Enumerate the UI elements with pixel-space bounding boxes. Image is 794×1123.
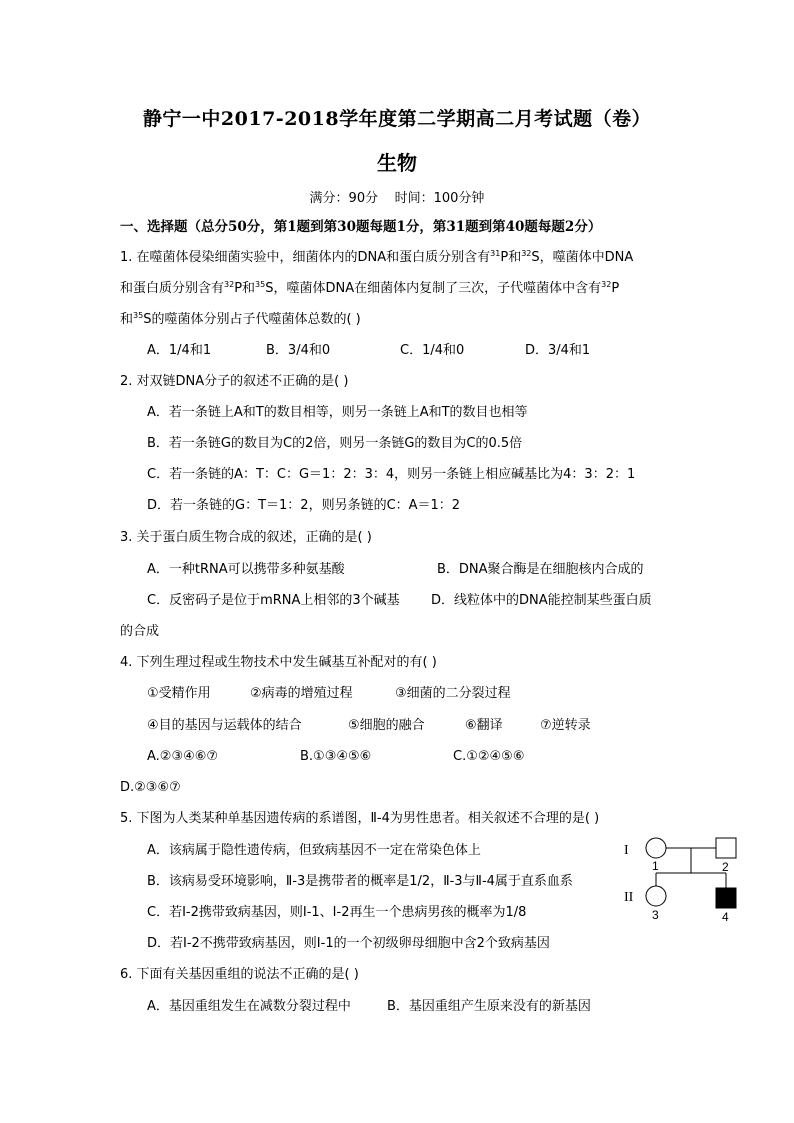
q1-line1 — [120, 249, 633, 267]
q2-option-b: B．若一条链G的数目为C的2倍，则另一条链G的数目为C的0.5倍 — [147, 436, 523, 451]
female-unaffected-ii3 — [646, 886, 666, 906]
q3-option-a: A．一种tRNA可以携带多种氨基酸 — [147, 562, 345, 577]
q5-option-d: D．若Ⅰ-2不携带致病基因，则Ⅰ-1的一个初级卵母细胞中含2个致病基因 — [147, 936, 550, 951]
q4-item-2: ②病毒的增殖过程 — [250, 686, 353, 701]
q3-option-b: B．DNA聚合酶是在细胞核内合成的 — [437, 562, 644, 577]
q1-sup2: 32 — [521, 249, 532, 258]
q3-continuation: 的合成 — [120, 624, 160, 639]
exam-title: 静宁一中2017-2018学年度第二学期高二月考试题（卷） — [142, 108, 652, 130]
q3-stem: 3. 关于蛋白质生物合成的叙述，正确的是( ) — [120, 530, 372, 545]
q1-sup6: 35 — [133, 311, 144, 320]
q1-line3-a: 和 — [120, 312, 134, 327]
q4-option-a: A.②③④⑥⑦ — [147, 749, 219, 764]
q1-option-c: C．1/4和0 — [400, 343, 465, 358]
individual-number-1: 1 — [652, 859, 659, 873]
q1-line1-c: S，噬菌体中DNA — [531, 250, 634, 265]
q4-option-d: D.②③⑥⑦ — [120, 780, 181, 795]
q2-stem: 2. 对双链DNA分子的叙述不正确的是( ) — [120, 374, 349, 389]
individual-number-2: 2 — [722, 860, 729, 874]
section-heading: 一、选择题（总分50分，第1题到第30题每题1分，第31题到第40题每题2分） — [120, 219, 602, 235]
individual-number-4: 4 — [722, 910, 729, 924]
generation-label-1: I — [624, 843, 629, 858]
q4-item-5: ⑤细胞的融合 — [348, 718, 425, 733]
exam-subject: 生物 — [377, 151, 417, 175]
female-unaffected-i1 — [646, 838, 666, 858]
q4-option-c: C.①②④⑤⑥ — [453, 749, 525, 764]
pedigree-chart — [616, 826, 766, 926]
q4-option-b: B.①③④⑤⑥ — [300, 749, 372, 764]
q1-line3 — [120, 311, 361, 329]
q4-item-4: ④目的基因与运载体的结合 — [147, 718, 302, 733]
q5-option-c: C．若Ⅰ-2携带致病基因，则Ⅰ-1、Ⅰ-2再生一个患病男孩的概率为1/8 — [147, 905, 527, 920]
q1-sup4: 35 — [255, 280, 266, 289]
q1-sup1: 31 — [490, 249, 501, 258]
q1-option-d: D．3/4和1 — [525, 343, 591, 358]
q4-stem: 4. 下列生理过程或生物技术中发生碱基互补配对的有( ) — [120, 655, 437, 670]
exam-meta: 满分：90分 时间：100分钟 — [309, 191, 485, 206]
male-affected-ii4 — [716, 888, 736, 908]
q1-line2-b: P和 — [234, 281, 256, 296]
q4-item-3: ③细菌的二分裂过程 — [395, 686, 511, 701]
q1-line2-a: 和蛋白质分别含有 — [120, 281, 225, 296]
q1-option-a: A．1/4和1 — [147, 343, 212, 358]
q1-line2-d: P — [611, 281, 620, 296]
q1-option-b: B．3/4和0 — [266, 343, 331, 358]
q5-option-a: A．该病属于隐性遗传病，但致病基因不一定在常染色体上 — [147, 843, 481, 858]
q2-option-a: A．若一条链上A和T的数目相等，则另一条链上A和T的数目也相等 — [147, 405, 528, 420]
q4-item-1: ①受精作用 — [147, 686, 211, 701]
q4-item-7: ⑦逆转录 — [540, 718, 591, 733]
q5-stem: 5. 下图为人类某种单基因遗传病的系谱图，Ⅱ-4为男性患者。相关叙述不合理的是( ) — [120, 811, 600, 826]
q1-sup5: 32 — [601, 280, 612, 289]
male-unaffected-i2 — [716, 838, 736, 858]
q1-line2 — [120, 280, 619, 298]
q1-sup3: 32 — [224, 280, 235, 289]
q1-line3-b: S的噬菌体分别占子代噬菌体总数的( ) — [143, 312, 361, 327]
q3-option-d: D．线粒体中的DNA能控制某些蛋白质 — [431, 593, 652, 608]
q1-line1-b: P和 — [500, 250, 522, 265]
generation-label-2: II — [624, 890, 634, 905]
q2-option-c: C．若一条链的A：T：C：G＝1：2：3：4，则另一条链上相应碱基比为4：3：2：1 — [147, 467, 636, 482]
q3-option-c: C．反密码子是位于mRNA上相邻的3个碱基 — [147, 593, 400, 608]
q4-item-6: ⑥翻译 — [465, 718, 503, 733]
q2-option-d: D．若一条链的G：T＝1：2，则另条链的C：A＝1：2 — [147, 498, 461, 513]
q1-line1-a: 1. 在噬菌体侵染细菌实验中，细菌体内的DNA和蛋白质分别含有 — [120, 250, 491, 265]
q1-line2-c: S，噬菌体DNA在细菌体内复制了三次，子代噬菌体中含有 — [265, 281, 602, 296]
q6-option-b: B．基因重组产生原来没有的新基因 — [387, 999, 591, 1014]
q6-option-a: A．基因重组发生在减数分裂过程中 — [147, 999, 351, 1014]
individual-number-3: 3 — [652, 908, 659, 922]
q6-stem: 6. 下面有关基因重组的说法不正确的是( ) — [120, 967, 359, 982]
q5-option-b: B．该病易受环境影响，Ⅱ-3是携带者的概率是1/2，Ⅱ-3与Ⅱ-4属于直系血系 — [147, 874, 573, 889]
